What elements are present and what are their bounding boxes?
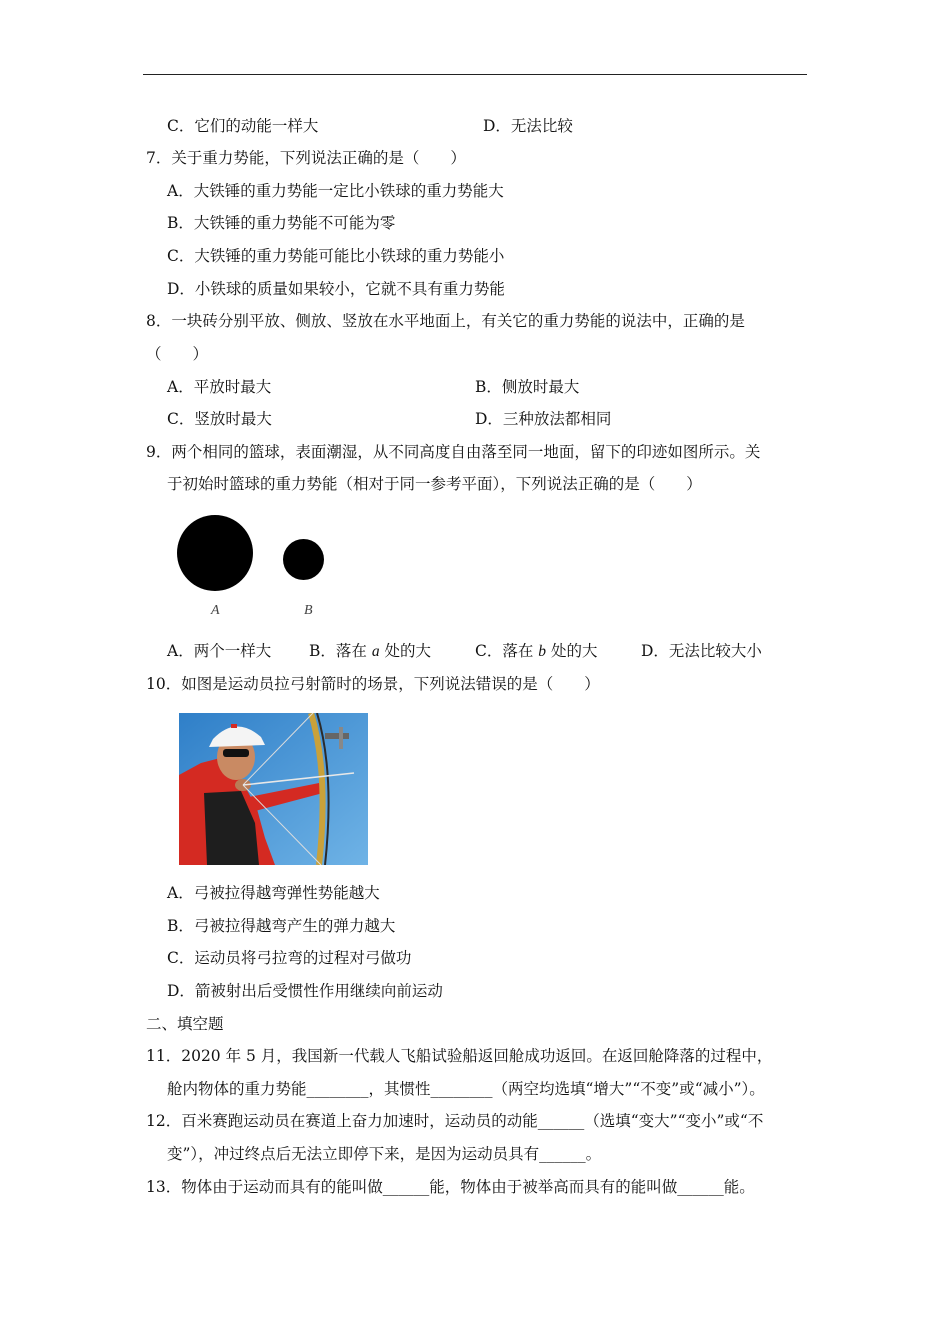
q10-option-c: C．运动员将弓拉弯的过程对弓做功: [167, 949, 412, 967]
q9-stem-line1: 9．两个相同的篮球，表面潮湿，从不同高度自由落至同一地面，留下的印迹如图所示。关: [146, 443, 761, 461]
section-title-fill-in: 二、填空题: [146, 1015, 224, 1033]
q6-option-d: D．无法比较: [483, 117, 573, 135]
q8-option-a: A．平放时最大: [167, 378, 272, 396]
print-a: [177, 515, 253, 591]
figure-label-a: A: [211, 603, 220, 618]
q7-option-b: B．大铁锤的重力势能不可能为零: [167, 214, 396, 232]
q13-line1: 13．物体由于运动而具有的能叫做______能，物体由于被举高而具有的能叫做______能。: [146, 1178, 755, 1196]
q9-stem-line2: 于初始时篮球的重力势能（相对于同一参考平面），下列说法正确的是（ ）: [167, 475, 702, 493]
q8-stem-line2: （ ）: [146, 345, 209, 363]
q9-option-a: A．两个一样大: [167, 642, 272, 660]
q10-option-a: A．弓被拉得越弯弹性势能越大: [167, 884, 380, 902]
q10-option-b: B．弓被拉得越弯产生的弹力越大: [167, 917, 396, 935]
q8-option-b: B．侧放时最大: [475, 378, 580, 396]
q6-option-c: C．它们的动能一样大: [167, 117, 319, 135]
q11-line1: 11．2020 年 5 月，我国新一代载人飞船试验船返回舱成功返回。在返回舱降落的过程中，: [146, 1047, 773, 1065]
q8-option-c: C．竖放时最大: [167, 410, 272, 428]
q10-option-d: D．箭被射出后受惯性作用继续向前运动: [167, 982, 443, 1000]
q12-line1: 12．百米赛跑运动员在赛道上奋力加速时，运动员的动能______（选填“变大”“变小”或“不: [146, 1112, 764, 1130]
header-rule: [143, 74, 807, 75]
q9-options: [167, 641, 807, 661]
figure-label-b: B: [304, 603, 313, 618]
basketball-prints-figure: [175, 513, 335, 623]
q9-option-d: D．无法比较大小: [641, 642, 762, 660]
q7-option-a: A．大铁锤的重力势能一定比小铁球的重力势能大: [167, 182, 504, 200]
q8-stem-line1: 8．一块砖分别平放、侧放、竖放在水平地面上，有关它的重力势能的说法中，正确的是: [146, 312, 745, 330]
q7-option-d: D．小铁球的质量如果较小，它就不具有重力势能: [167, 280, 505, 298]
q9-option-b: B．落在 a 处的大: [309, 642, 432, 660]
archer-photo: [179, 713, 368, 865]
q10-stem: 10．如图是运动员拉弓射箭时的场景，下列说法错误的是（ ）: [146, 675, 600, 693]
q8-option-d: D．三种放法都相同: [475, 410, 612, 428]
q12-line2: 变”），冲过终点后无法立即停下来，是因为运动员具有______。: [167, 1145, 602, 1163]
q7-option-c: C．大铁锤的重力势能可能比小铁球的重力势能小: [167, 247, 505, 265]
q7-stem: 7．关于重力势能，下列说法正确的是（ ）: [146, 149, 466, 167]
q11-line2: 舱内物体的重力势能________，其惯性________（两空均选填“增大”“不变”或“减小”）。: [167, 1080, 765, 1098]
print-b: [283, 539, 324, 580]
q9-option-c: C．落在 b 处的大: [475, 642, 598, 660]
